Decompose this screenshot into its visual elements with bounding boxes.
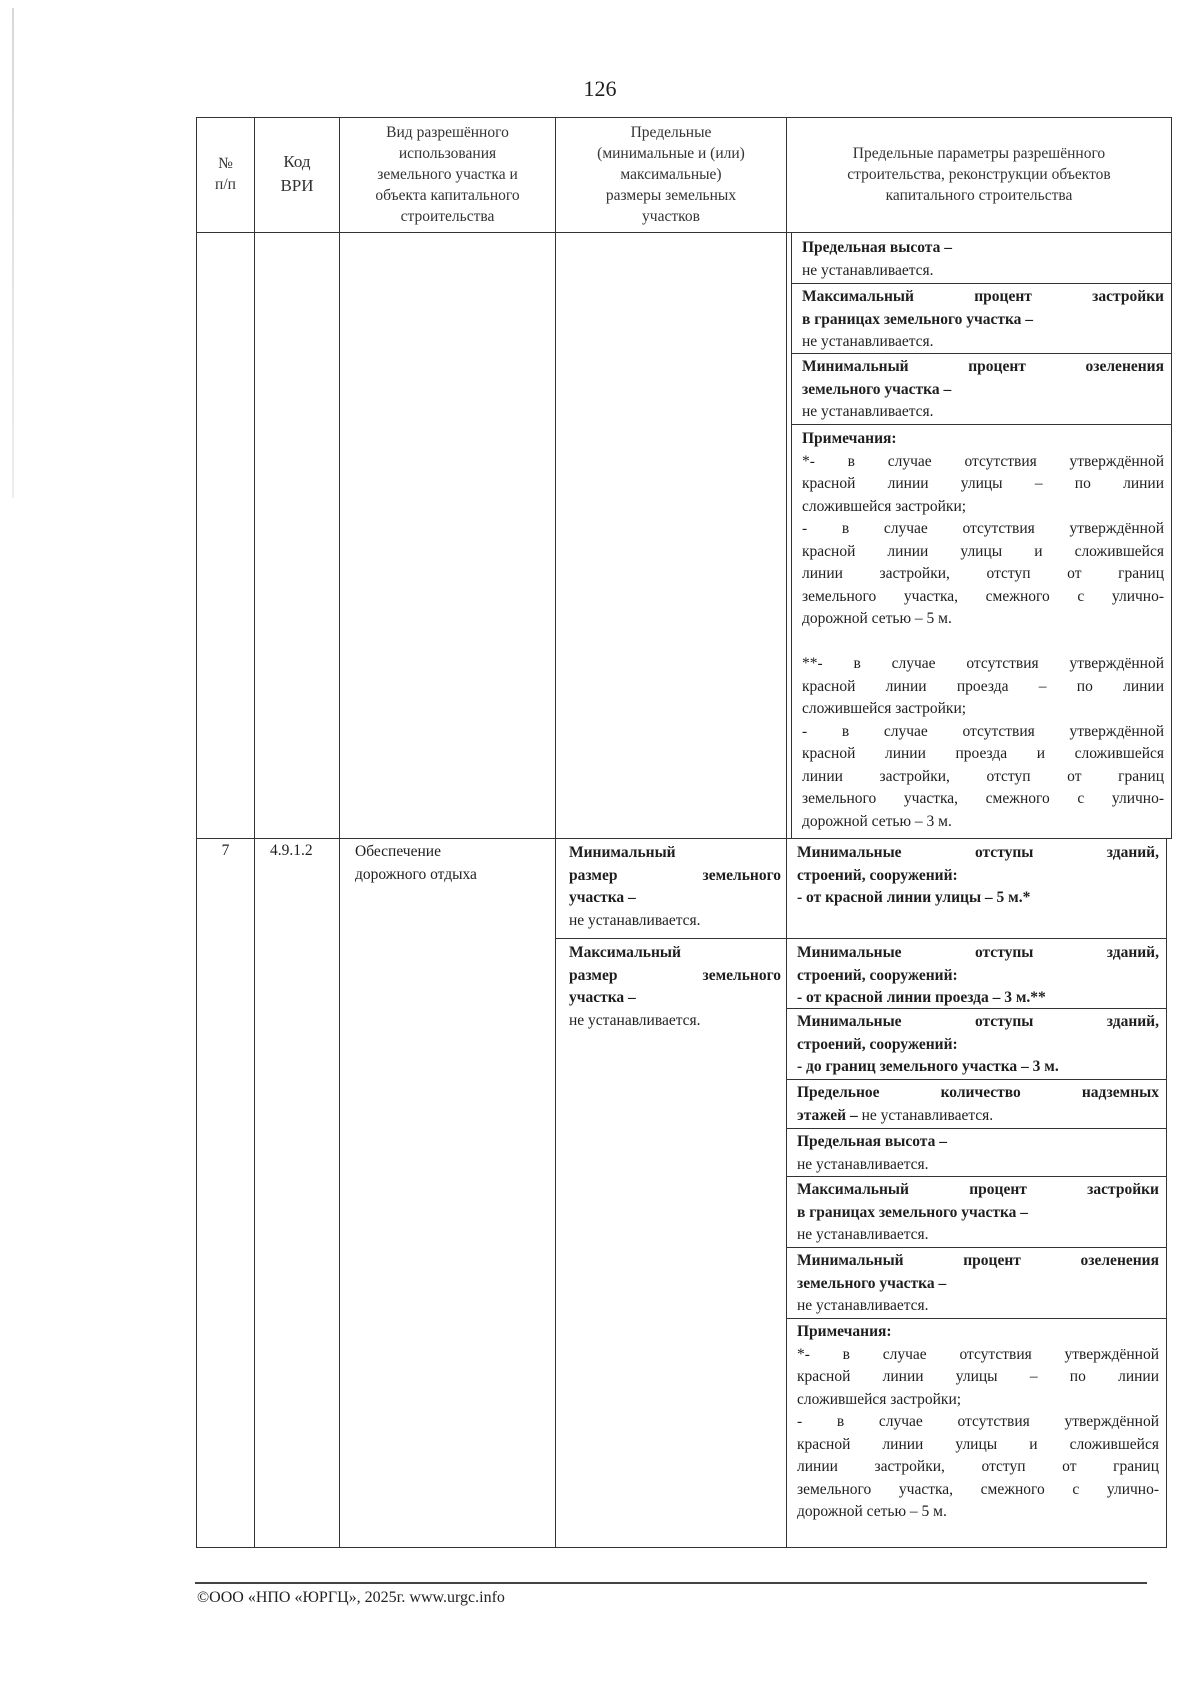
cont-max-build-value: не устанавливается. [802,333,934,350]
header-parameters: Предельные параметры разрешённого строительства, реконструкции объектов капитального строительства [847,144,1111,204]
row7-min-green-title-2: земельного участка – [797,1274,947,1292]
cont-max-build-title-1: Максимальный процент застройки [802,288,1164,305]
row7-setback-road-title-2: строений, сооружений: [797,966,958,984]
col-border-1 [254,117,255,1548]
row7-setback-plot-title-2: строений, сооружений: [797,1035,958,1053]
header-use-type: Вид разрешённого использования земельного участка и объекта капитального строительства [375,123,520,225]
row7-setback-road-value: - от красной линии проезда – 3 м.** [797,989,1046,1006]
row7-floors-title-1: Предельное количество надземных [797,1084,1159,1101]
note-line: красной линии улицы и сложившейся [802,542,1164,560]
note-line: красной линии улицы и сложившейся [797,1435,1159,1453]
cont-notes-title: Примечания: [802,430,897,447]
row7-setback-plot-title-1: Минимальные отступы зданий, [797,1013,1159,1030]
col-border-2 [339,117,340,1548]
row7-floors-title-2: этажей – [797,1106,858,1124]
row7-setback-street-title-1: Минимальные отступы зданий, [797,844,1159,861]
row7-min-size-title-1: Минимальный [569,844,676,861]
row7-setback-road [797,942,1159,1010]
note-line: - в случае отсутствия утверждённой [802,520,1164,537]
note-line: сложившейся застройки; [802,497,967,515]
row7-use-line-1: Обеспечение [355,843,441,860]
row7-max-build-value: не устанавливается. [797,1226,929,1243]
note-line: линии застройки, отступ от границ [802,767,1164,785]
header-code: Код ВРИ [280,152,314,195]
note-line: красной линии проезда и сложившейся [802,745,1164,762]
note-line: дорожной сетью – 5 м. [797,1503,947,1520]
note-line: **- в случае отсутствия утверждённой [802,655,1164,672]
note-line: земельного участка, смежного с улично- [802,790,1164,807]
note-line: красной линии улицы – по линии [802,475,1164,492]
row7-setback-road-title-1: Минимальные отступы зданий, [797,944,1159,961]
header-plot-size: Предельные (минимальные и (или) максимальные) размеры земельных участков [597,123,745,225]
cont-min-green-title-2: земельного участка – [802,380,952,398]
row7-min-size-title-2: размер земельного [569,866,781,884]
row7-setback-plot-value: - до границ земельного участка – 3 м. [797,1058,1059,1075]
row7-min-green-title-1: Минимальный процент озеленения [797,1252,1159,1269]
row7-min-size-title-3: участка – [569,889,636,906]
note-line: красной линии проезда – по линии [802,677,1164,695]
note-line: *- в случае отсутствия утверждённой [797,1345,1159,1363]
col-border-4 [786,117,787,1548]
col5-inner-left [791,232,792,838]
header-bottom-border [196,232,1172,233]
row7-use-line-2: дорожного отдыха [355,865,477,883]
sep [786,1079,1166,1080]
row7-setback-plot [797,1011,1159,1079]
row7-min-size-value: не устанавливается. [569,911,701,929]
row7-max-size [569,942,781,1032]
row-separator [196,838,1172,839]
row7-max-size-title-1: Максимальный [569,944,681,961]
cont-max-build-block [802,286,1164,354]
note-line: дорожной сетью – 3 м. [802,812,952,830]
sep [791,424,1171,425]
row7-height-value: не устанавливается. [797,1155,929,1173]
cont-notes-block [802,428,1164,833]
sep [555,938,786,939]
row7-min-size [569,842,781,932]
header-number: № п/п [215,155,236,193]
col-border-5-lower [1166,838,1167,1548]
row7-max-build-title-1: Максимальный процент застройки [797,1181,1159,1198]
row7-use-type [355,841,551,886]
note-line: красной линии улицы – по линии [797,1368,1159,1385]
note-line: земельного участка, смежного с улично- [797,1480,1159,1498]
note-line: земельного участка, смежного с улично- [802,587,1164,605]
row7-floors [797,1082,1159,1127]
page-number: 126 [583,76,617,101]
row7-height [797,1131,1159,1176]
note-line: линии застройки, отступ от границ [797,1458,1159,1475]
sep [786,1176,1166,1177]
row7-max-size-title-3: участка – [569,989,636,1006]
cont-height-value: не устанавливается. [802,261,934,279]
row7-max-build-title-2: в границах земельного участка – [797,1203,1029,1221]
note-line: - в случае отсутствия утверждённой [797,1413,1159,1430]
note-line: линии застройки, отступ от границ [802,565,1164,582]
row7-max-size-title-2: размер земельного [569,966,781,984]
sep [791,283,1171,284]
note-line: дорожной сетью – 5 м. [802,610,952,627]
col-border-3 [555,117,556,1548]
col-border-0 [196,117,197,1548]
row7-min-green [797,1250,1159,1318]
cont-min-green-title-1: Минимальный процент озеленения [802,358,1164,375]
row7-max-build [797,1179,1159,1247]
row7-setback-street-title-2: строений, сооружений: [797,866,958,884]
row7-height-title: Предельная высота – [797,1133,947,1150]
note-spacer [802,631,1164,654]
note-line: *- в случае отсутствия утверждённой [802,452,1164,470]
cont-max-build-title-2: в границах земельного участка – [802,310,1034,328]
col-border-5-upper [1171,117,1172,838]
cont-min-green-block [802,356,1164,424]
row7-min-green-value: не устанавливается. [797,1297,929,1314]
row7-number: 7 [221,842,230,859]
row7-max-size-value: не устанавливается. [569,1011,701,1029]
sep [786,1128,1166,1129]
sep [786,1247,1166,1248]
cont-height-title: Предельная высота – [802,239,952,256]
row7-code: 4.9.1.2 [270,842,313,859]
table-bottom-border [196,1547,1167,1548]
note-line: сложившейся застройки; [797,1390,962,1408]
footer-copyright: ©ООО «НПО «ЮРГЦ», 2025г. www.urgc.info [197,1589,505,1606]
footer-rule [195,1582,1147,1584]
row7-setback-street [797,842,1159,910]
note-line: - в случае отсутствия утверждённой [802,722,1164,740]
row7-floors-value: не устанавливается. [857,1106,994,1124]
note-line: сложившейся застройки; [802,700,967,717]
row7-notes [797,1321,1159,1524]
sep [786,938,1166,939]
sep [786,1318,1166,1319]
row7-setback-street-value: - от красной линии улицы – 5 м.* [797,889,1031,906]
cont-height-block [802,237,1164,282]
cont-min-green-value: не устанавливается. [802,403,934,420]
row7-notes-title: Примечания: [797,1323,892,1340]
